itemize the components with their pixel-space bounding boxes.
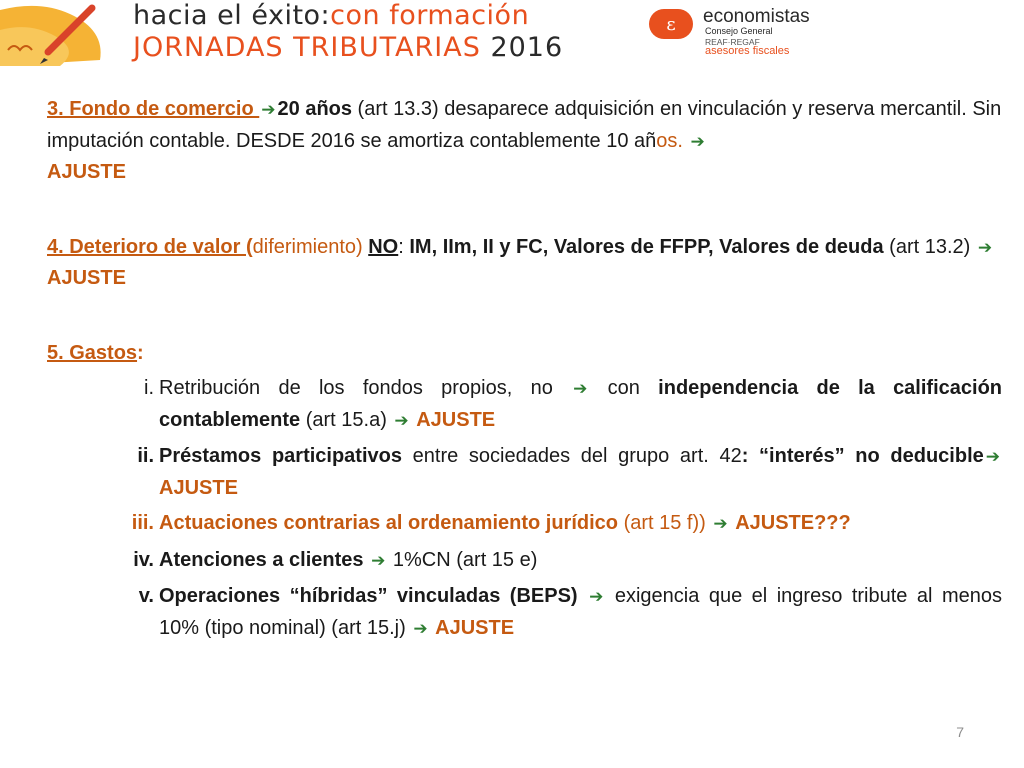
list-item [47,441,1002,503]
organization-name: economistas [703,6,810,27]
gastos-list [47,373,1002,644]
arrow-right-icon: ➔ [413,618,428,638]
slide-header [0,0,1024,68]
list-item-text: 1%CN (art 15 e) [387,548,538,571]
list-item-text: (art 15.a) [300,408,393,431]
list-item-bold: Actuaciones contrarias al ordenamiento jurídico [159,512,619,534]
list-item-ajuste: AJUSTE [159,476,238,499]
list-item-bold: Atenciones a clientes [159,548,364,571]
page-number: 7 [956,724,964,740]
list-item [47,373,1002,436]
item4-text2: (art 13.2) [883,235,976,258]
list-item-text: (art 15 f)) [618,512,712,534]
item3-bold: 20 años [277,98,352,120]
list-item [47,545,1002,577]
arrow-right-icon: ➔ [371,550,386,570]
economistas-logo-icon [649,9,693,39]
item3-ajuste: AJUSTE [47,161,126,183]
arrow-right-icon: ➔ [977,237,993,257]
item-gastos [47,338,1002,369]
list-item [47,581,1002,644]
arrow-right-icon: ➔ [394,410,409,430]
arrow-right-icon: ➔ [573,379,588,398]
list-item-bold: Préstamos participativos [159,445,402,467]
list-item-ajuste: AJUSTE [416,408,496,431]
list-item-text: Retribución de los fondos propios, no [159,377,572,399]
item4-ajuste: AJUSTE [47,267,126,289]
tagline-suffix: con formación [330,0,530,31]
event-title-main: JORNADAS TRIBUTARIAS [133,32,481,63]
list-item-bold: independencia de la calificación contablemente [159,377,1002,431]
item5-colon: : [137,341,144,364]
item4-text: diferimiento) [252,235,369,258]
list-item-bold: Operaciones “híbridas” vinculadas (BEPS) [159,585,578,607]
list-item-ajuste: AJUSTE??? [735,512,851,534]
tagline-prefix: hacia el éxito: [133,0,331,31]
item5-heading: 5. Gastos [47,341,138,364]
list-item-number: v. [138,585,154,607]
list-item-number: ii. [137,445,154,467]
item3-text-orange: os. [656,129,683,152]
list-item [47,508,1002,540]
organization-division: REAF·REGAF [705,37,760,47]
pencil-sun-logo [0,0,110,66]
event-title [133,32,563,63]
item4-no: NO [368,235,399,258]
item4-bold: IM, IIm, II y FC, Valores de FFPP, Valores de deuda [409,235,884,258]
arrow-right-icon: ➔ [690,131,705,151]
list-item-bold: : “interés” no deducible [741,445,984,467]
organization-tagline: asesores fiscales [705,45,790,57]
slide-content [47,94,1002,649]
event-tagline [133,0,529,31]
arrow-right-icon: ➔ [589,587,604,606]
list-item-text: entre sociedades del grupo art. 42 [401,445,742,467]
organization-subtitle: Consejo General [705,26,773,36]
arrow-right-icon: ➔ [713,514,728,533]
item-deterioro-de-valor [47,232,1002,294]
list-item-number: i. [144,377,154,399]
list-item-number: iii. [131,512,154,534]
arrow-right-icon: ➔ [985,447,1001,466]
arrow-right-icon: ➔ [261,100,276,119]
item-fondo-de-comercio [47,94,1002,188]
item4-colon: : [398,235,410,258]
event-title-year: 2016 [490,32,564,63]
item3-text: (art 13.3) desaparece adquisición en vinculación y reserva mercantil. Sin imputación contable. DESDE 2016 se amortiza contablemente 10 añ [47,98,1002,152]
svg-text:ε: ε [666,14,676,35]
list-item-text: exigencia que el ingreso tribute al menos 10% (tipo nominal) (art 15.j) [159,585,1002,639]
list-item-number: iv. [133,548,154,571]
list-item-ajuste: AJUSTE [435,616,515,639]
list-item-text: con [589,377,659,399]
item3-heading: 3. Fondo de comercio [47,98,260,120]
item4-heading: 4. Deterioro de valor ( [47,235,253,258]
